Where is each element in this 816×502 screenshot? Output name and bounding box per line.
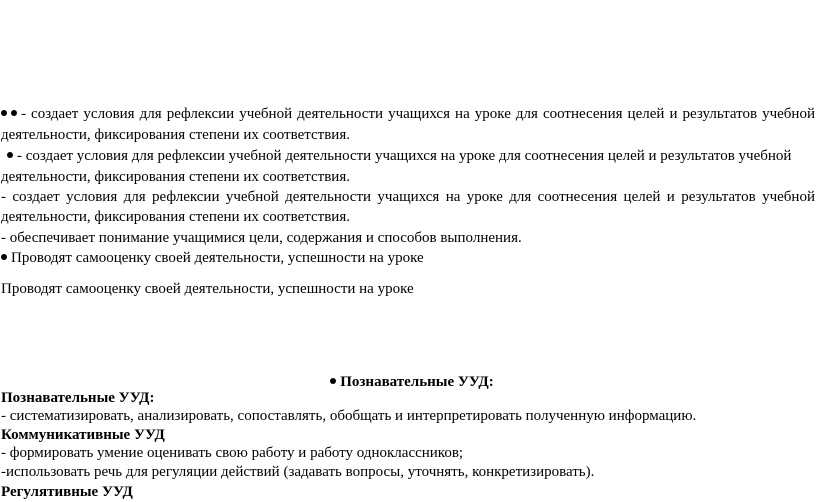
reflection-line-4: деятельности, фиксирования степени их соответствия. (1, 169, 350, 185)
reflection-line-2: деятельности, фиксирования степени их соответствия. (1, 127, 350, 143)
communicative-item-1: - формировать умение оценивать свою работу и работу одноклассников; (1, 445, 464, 461)
bullet-icon (7, 152, 13, 158)
reflection-text-8: Проводят самооценку своей деятельности, успешности на уроке (11, 250, 424, 266)
reflection-line-8 (1, 248, 424, 268)
self-assessment-paragraph: Проводят самооценку своей деятельности, успешности на уроке (1, 281, 414, 297)
cognitive-heading-centered-text: Познавательные УУД: (340, 374, 494, 390)
regulative-heading: Регулятивные УУД (1, 484, 133, 500)
bullet-icon (1, 110, 7, 116)
bullet-icon (330, 378, 336, 384)
communicative-item-2: -использовать речь для регуляции действий (задавать вопросы, уточнять, конкретизировать). (1, 464, 595, 480)
reflection-line-6: деятельности, фиксирования степени их соответствия. (1, 209, 350, 225)
bullet-icon (1, 254, 7, 260)
cognitive-item-1: - систематизировать, анализировать, сопоставлять, обобщать и интерпретировать полученную информацию. (1, 408, 697, 424)
bullet-icon (11, 110, 17, 116)
reflection-text-1: - создает условия для рефлексии учебной деятельности учащихся на уроке для соотнесения целей и результатов учебной (21, 106, 815, 122)
reflection-line-7: - обеспечивает понимание учащимися цели, содержания и способов выполнения. (1, 230, 522, 246)
communicative-heading: Коммуникативные УУД (1, 427, 165, 443)
cognitive-heading: Познавательные УУД: (1, 390, 155, 406)
reflection-line-1 (1, 104, 815, 124)
reflection-text-3: - создает условия для рефлексии учебной деятельности учащихся на уроке для соотнесения целей и результатов учебной (17, 148, 792, 164)
reflection-line-3 (7, 146, 791, 166)
reflection-line-5: - создает условия для рефлексии учебной деятельности учащихся на уроке для соотнесения целей и результатов учебной (1, 189, 815, 205)
